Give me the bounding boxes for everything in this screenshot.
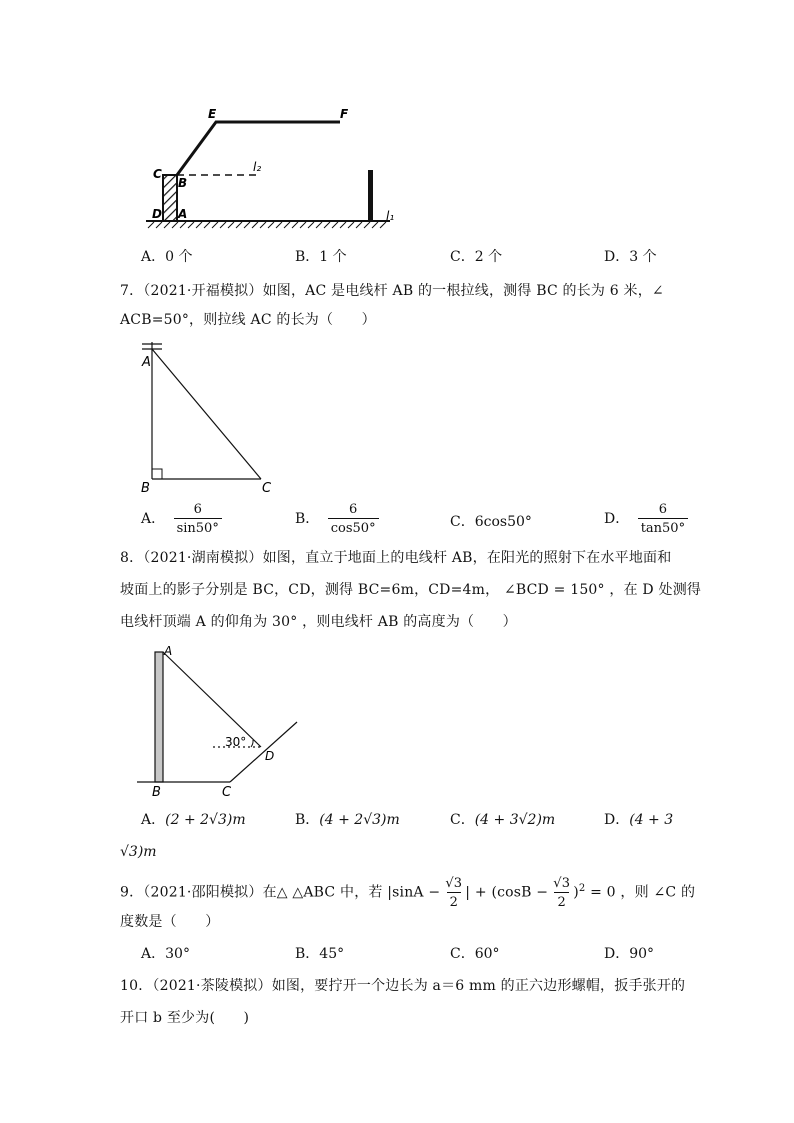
- label-30deg: 30°: [225, 735, 247, 749]
- option-label: D．: [604, 812, 630, 828]
- q9-stem-line2: 度数是（ ）: [120, 914, 220, 930]
- q6-option-b[interactable]: [295, 247, 347, 267]
- option-text: (4 + 2√3)m: [319, 812, 400, 828]
- q10-stem-line1: 10．（2021·茶陵模拟）如图，要拧开一个边长为 a＝6 mm 的正六边形螺帽，扳手张开的: [120, 978, 686, 994]
- option-label: D．: [604, 511, 630, 527]
- q7-option-c[interactable]: [450, 512, 532, 532]
- figure-q6: [140, 100, 400, 230]
- label-C: C: [153, 167, 162, 181]
- option-text: 3 个: [629, 249, 657, 265]
- option-text: 0 个: [165, 249, 193, 265]
- label-l1: l₁: [386, 209, 395, 223]
- figure-q7: [138, 338, 288, 498]
- q7-option-b[interactable]: [295, 502, 379, 536]
- fraction: [442, 876, 465, 910]
- option-label: D．: [604, 946, 630, 962]
- label-D: D: [265, 749, 275, 763]
- option-label: B．: [295, 812, 320, 828]
- option-label: B．: [295, 249, 320, 265]
- numerator: √3: [553, 875, 571, 891]
- option-text: 6cos50°: [474, 514, 532, 530]
- option-text: 45°: [319, 946, 345, 962]
- option-label: A．: [141, 249, 166, 265]
- denominator: tan50°: [638, 518, 688, 536]
- q8-stem-line2: 坡面上的影子分别是 BC，CD，测得 BC=6m，CD=4m， ∠BCD = 150° ，在 D 处测得: [120, 582, 702, 598]
- q9-text-b: | + (cosB −: [465, 884, 549, 901]
- option-label: B．: [295, 511, 320, 527]
- option-label: C．: [450, 249, 475, 265]
- q9-text-a: 9．（2021·邵阳模拟）在△ △ABC 中，若 |sinA −: [120, 884, 441, 901]
- numerator: 6: [349, 502, 358, 517]
- numerator: √3: [445, 875, 463, 891]
- q9-stem-line1: [120, 872, 695, 910]
- label-F: F: [340, 107, 349, 121]
- fraction: [174, 502, 222, 536]
- q9-option-c[interactable]: [450, 944, 500, 964]
- fraction: [550, 876, 573, 910]
- denominator: cos50°: [328, 518, 379, 536]
- option-text: (4 + 3√2)m: [474, 812, 556, 828]
- option-label: C．: [450, 514, 475, 530]
- fraction: [638, 502, 688, 536]
- label-E: E: [208, 107, 217, 121]
- q7-stem-line1: 7．（2021·开福模拟）如图，AC 是电线杆 AB 的一根拉线，测得 BC 的长为 6 米，∠: [120, 283, 664, 299]
- denominator: 2: [554, 892, 568, 910]
- q9-text-c: ): [573, 884, 579, 901]
- q9-option-a[interactable]: [141, 944, 190, 964]
- q6-option-d[interactable]: [604, 247, 657, 267]
- denominator: sin50°: [174, 518, 222, 536]
- q8-option-d-continued: [120, 842, 157, 862]
- denominator: 2: [447, 892, 461, 910]
- option-label: A．: [141, 946, 166, 962]
- option-text: 2 个: [474, 249, 503, 265]
- option-text: 90°: [629, 946, 655, 962]
- option-label: C．: [450, 946, 475, 962]
- label-D: D: [152, 207, 162, 221]
- option-text: (2 + 2√3)m: [165, 812, 246, 828]
- option-label: A．: [141, 812, 166, 828]
- q9-option-b[interactable]: [295, 944, 344, 964]
- label-B: B: [141, 481, 150, 496]
- q6-option-a[interactable]: [141, 247, 192, 267]
- fraction: [328, 502, 379, 536]
- label-B: B: [152, 785, 161, 800]
- q6-option-c[interactable]: [450, 247, 502, 267]
- option-label: D．: [604, 249, 630, 265]
- option-text: (4 + 3: [629, 812, 674, 828]
- label-A: A: [142, 355, 151, 370]
- label-C: C: [222, 785, 232, 800]
- label-A: A: [178, 207, 188, 221]
- q10-stem-line2: 开口 b 至少为( ): [120, 1010, 250, 1026]
- exponent: 2: [578, 883, 586, 894]
- option-label: C．: [450, 812, 475, 828]
- option-text: 60°: [474, 946, 500, 962]
- numerator: 6: [193, 502, 202, 517]
- q8-option-d[interactable]: [604, 810, 673, 830]
- label-B: B: [178, 176, 188, 190]
- option-label: B．: [295, 946, 320, 962]
- q9-option-d[interactable]: [604, 944, 654, 964]
- q7-stem-line2: ACB=50°，则拉线 AC 的长为（ ）: [120, 312, 376, 328]
- option-label: A．: [141, 511, 166, 527]
- label-A: A: [164, 644, 173, 658]
- option-text: √3)m: [120, 844, 157, 860]
- label-l2: l₂: [253, 160, 262, 174]
- numerator: 6: [658, 502, 668, 517]
- q8-option-a[interactable]: [141, 810, 246, 830]
- q7-option-d[interactable]: [604, 502, 688, 536]
- q7-option-a[interactable]: [141, 502, 222, 536]
- q8-option-c[interactable]: [450, 810, 555, 830]
- figure-q8: [135, 642, 310, 802]
- option-text: 1 个: [319, 249, 347, 265]
- q8-stem-line3: 电线杆顶端 A 的仰角为 30° ，则电线杆 AB 的高度为（ ）: [120, 614, 517, 630]
- label-C: C: [262, 481, 272, 496]
- q8-stem-line1: 8．（2021·湖南模拟）如图，直立于地面上的电线杆 AB，在阳光的照射下在水平地面和: [120, 550, 672, 566]
- q8-option-b[interactable]: [295, 810, 400, 830]
- q9-text-d: = 0 ，则 ∠C 的: [590, 884, 696, 901]
- option-text: 30°: [165, 946, 190, 962]
